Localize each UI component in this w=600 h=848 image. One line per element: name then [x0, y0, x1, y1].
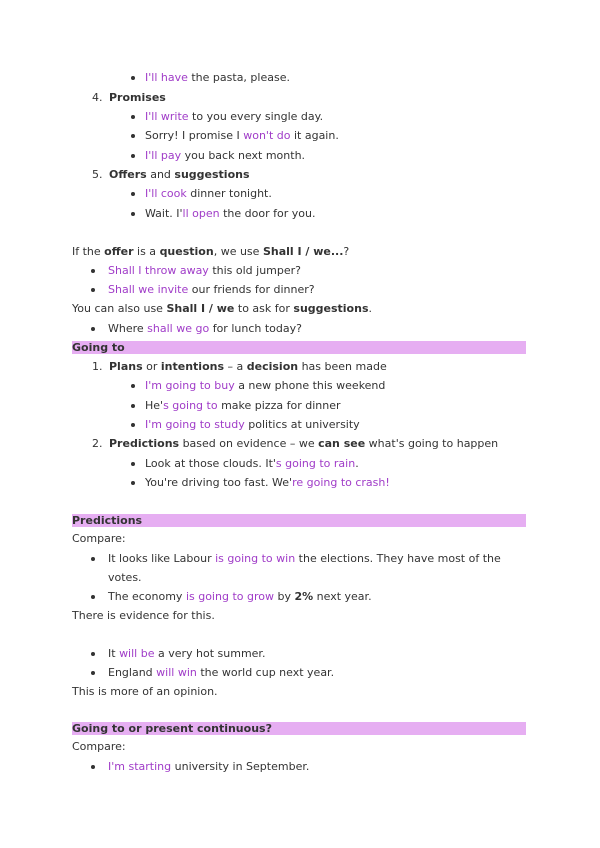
bullet	[91, 557, 95, 561]
highlight: s going to rain	[275, 457, 356, 470]
example-line: I'll write to you every single day.	[145, 110, 324, 123]
bullet	[91, 652, 95, 656]
example-line: Sorry! I promise I won't do it again.	[145, 129, 339, 142]
highlight: won't do	[243, 129, 291, 142]
highlight: I'm starting	[108, 760, 172, 773]
bullet	[131, 154, 135, 158]
bullet	[131, 192, 135, 196]
example-line: I'll pay you back next month.	[145, 149, 306, 162]
example-line: You're driving too fast. We're going to crash!	[145, 476, 390, 489]
list-number: 2.	[92, 437, 103, 450]
compare-label: Compare:	[72, 740, 126, 753]
highlight: Shall I throw away	[108, 264, 209, 277]
highlight: I'll cook	[145, 187, 187, 200]
highlight: s going to	[163, 399, 218, 412]
bullet	[91, 327, 95, 331]
bullet	[131, 76, 135, 80]
bullet	[131, 212, 135, 216]
example-line: I'm going to study politics at university	[145, 418, 360, 431]
highlight: is going to win	[215, 552, 296, 565]
list-heading-offers: Offers and suggestions	[109, 168, 250, 181]
bullet	[131, 115, 135, 119]
list-heading-promises: Promises	[109, 91, 166, 104]
example-line: The economy is going to grow by 2% next year.	[108, 590, 372, 603]
example-line: He's going to make pizza for dinner	[145, 399, 341, 412]
example-line: I'm starting university in September.	[108, 760, 310, 773]
bullet	[131, 134, 135, 138]
list-number: 5.	[92, 168, 103, 181]
compare-label: Compare:	[72, 532, 126, 545]
highlight: I'll pay	[145, 149, 182, 162]
rule-line: You can also use Shall I / we to ask for suggestions.	[72, 302, 372, 315]
bullet	[91, 288, 95, 292]
bullet	[131, 384, 135, 388]
example-line: Shall we invite our friends for dinner?	[108, 283, 315, 296]
highlight: I'm going to study	[145, 418, 245, 431]
bullet	[91, 595, 95, 599]
opinion-note: This is more of an opinion.	[72, 685, 218, 698]
highlight: Shall we invite	[108, 283, 189, 296]
section-header-predictions: Predictions	[72, 514, 526, 527]
bullet	[131, 462, 135, 466]
rule-line: If the offer is a question, we use Shall I / we...?	[72, 245, 350, 258]
highlight: ll open	[182, 207, 220, 220]
bullet	[91, 269, 95, 273]
example-line: I'll have the pasta, please.	[145, 71, 290, 84]
highlight: I'll have	[145, 71, 188, 84]
highlight: I'm going to buy	[145, 379, 235, 392]
section-header-present-continuous: Going to or present continuous?	[72, 722, 526, 735]
bullet	[91, 671, 95, 675]
evidence-note: There is evidence for this.	[72, 609, 215, 622]
highlight: will win	[156, 666, 197, 679]
bullet	[131, 404, 135, 408]
example-line: Wait. I'll open the door for you.	[145, 207, 316, 220]
bullet	[131, 423, 135, 427]
list-heading-plans: Plans or intentions – a decision has been made	[109, 360, 387, 373]
example-line: England will win the world cup next year.	[108, 666, 335, 679]
example-line-continued: votes.	[108, 571, 142, 584]
example-line: I'll cook dinner tonight.	[145, 187, 272, 200]
list-number: 4.	[92, 91, 103, 104]
example-line: I'm going to buy a new phone this weekend	[145, 379, 386, 392]
bullet	[91, 765, 95, 769]
example-line: It will be a very hot summer.	[108, 647, 266, 660]
highlight: is going to grow	[185, 590, 274, 603]
highlight: re going to crash!	[292, 476, 390, 489]
highlight: shall we go	[147, 322, 210, 335]
highlight: I'll write	[145, 110, 189, 123]
example-line: Where shall we go for lunch today?	[108, 322, 302, 335]
list-heading-predictions: Predictions based on evidence – we can see what's going to happen	[109, 437, 499, 450]
example-line: It looks like Labour is going to win the elections. They have most of the	[108, 552, 501, 565]
list-number: 1.	[92, 360, 103, 373]
highlight: will be	[119, 647, 155, 660]
example-line: Look at those clouds. It's going to rain.	[145, 457, 359, 470]
section-header-going-to: Going to	[72, 341, 526, 354]
bullet	[131, 481, 135, 485]
example-line: Shall I throw away this old jumper?	[108, 264, 302, 277]
